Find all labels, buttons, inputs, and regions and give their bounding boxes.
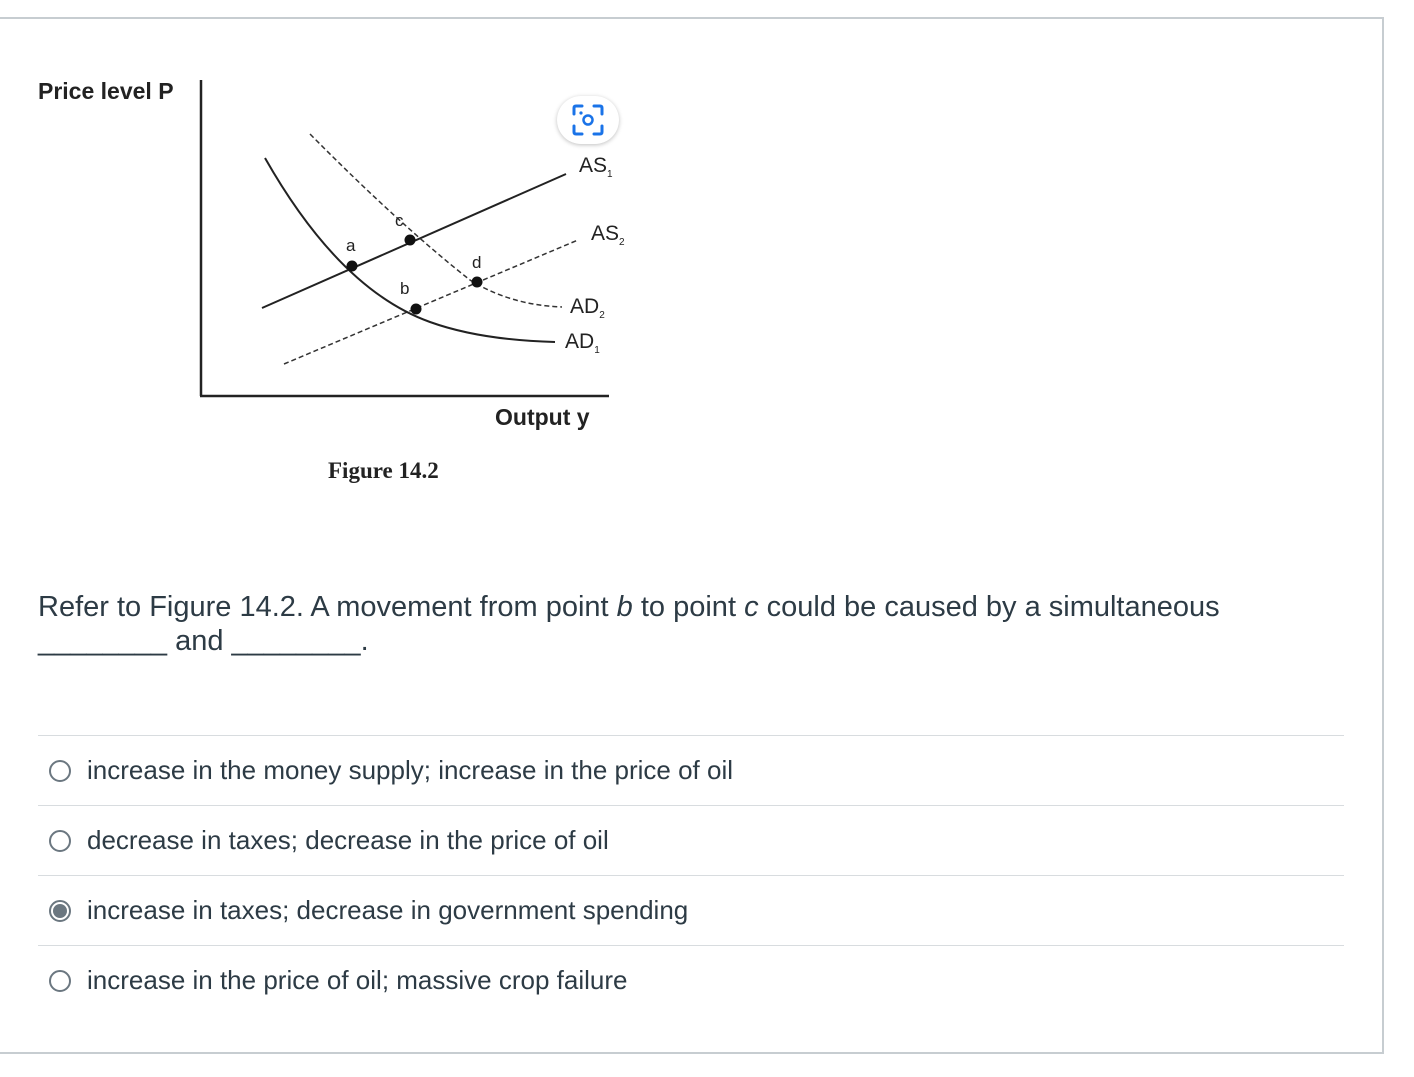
point-d-label: d [472,253,482,272]
point-a [347,261,358,272]
as2-label: $AS_2$ [591,222,625,248]
answer-list [38,735,1344,1015]
blank-2: ________ [231,625,361,657]
question-text [38,590,1348,658]
question-end: . [360,625,369,657]
as2-curve [284,240,578,364]
point-c-ref: c [744,591,759,623]
point-c [405,235,416,246]
point-b-label: b [400,279,410,298]
answer-label: increase in taxes; decrease in government spending [87,895,689,925]
answer-label: increase in the price of oil; massive crop failure [87,965,628,995]
figure-caption: Figure 14.2 [328,458,439,483]
point-d [472,277,483,288]
point-a-label: a [346,236,356,255]
ad2-curve [310,134,562,307]
answer-option-3[interactable] [38,875,1344,945]
point-b-ref: b [616,591,633,623]
radio-button[interactable] [49,760,71,782]
ad1-curve [265,158,555,342]
blank-1: ________ [38,625,168,657]
point-b [411,304,422,315]
x-axis-label: Output y [495,404,590,430]
radio-button-selected[interactable] [49,900,71,922]
question-and: and [167,625,232,657]
ad1-label: $AD_1$ [565,330,600,356]
answer-option-1[interactable] [38,735,1344,805]
ad2-label: $AD_2$ [570,295,605,321]
answer-option-4[interactable] [38,945,1344,1015]
question-part1: Refer to Figure 14.2. A movement from point [38,591,617,623]
answer-label: increase in the money supply; increase in the price of oil [87,755,734,785]
answer-label: decrease in taxes; decrease in the price of oil [87,825,609,855]
radio-selected-dot [53,904,67,918]
question-part3: could be caused by a simultaneous [758,591,1220,623]
answer-option-2[interactable] [38,805,1344,875]
image-scan-icon [571,103,605,137]
point-c-label: c [395,211,404,230]
question-part2: to point [632,591,745,623]
radio-button[interactable] [49,830,71,852]
radio-button[interactable] [49,970,71,992]
as1-label: $AS_1$ [579,154,613,180]
image-scan-button[interactable] [557,96,619,144]
y-axis-label: Price level P [38,78,174,104]
